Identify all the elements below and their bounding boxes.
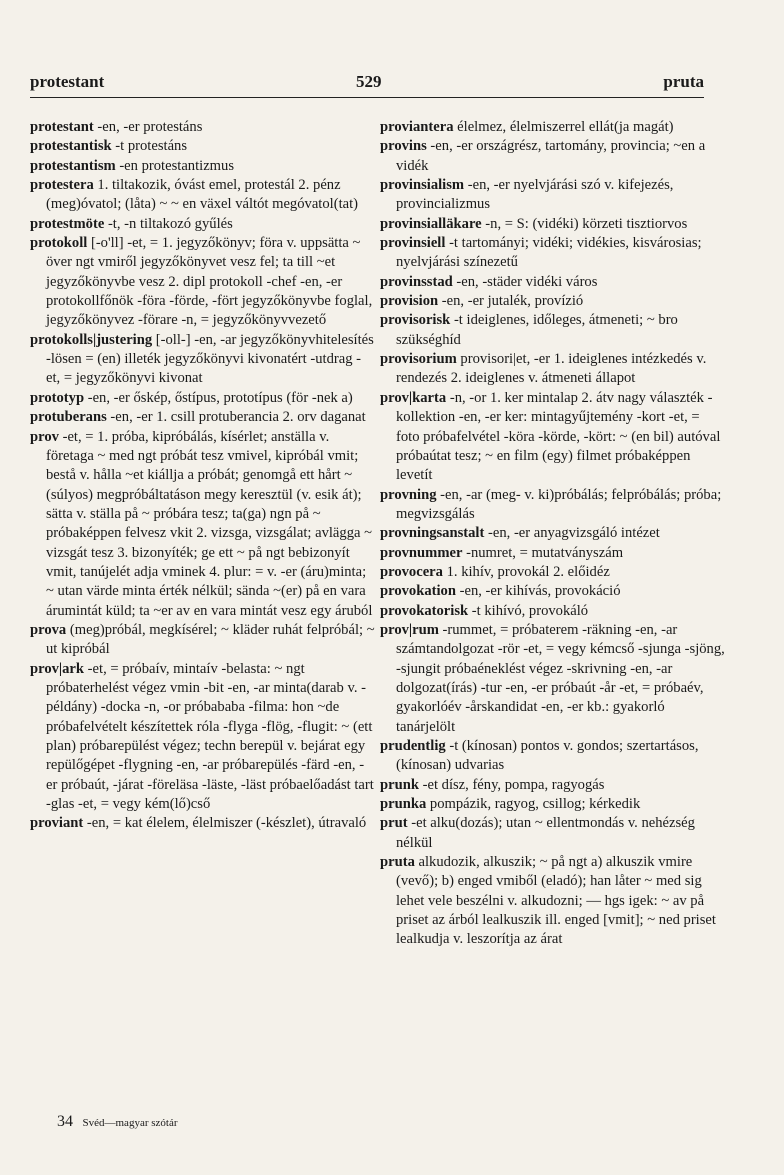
entry-definition: -en, = kat élelem, élelmiszer (-készlet), útravaló [83, 815, 367, 832]
entry-headword: provocera [380, 563, 443, 580]
dictionary-entry [380, 215, 725, 234]
dictionary-entry [380, 486, 725, 525]
entry-definition: -et, = 1. próba, kipróbálás, kísérlet; anställa v. företaga ~ med ngt próbát tesz vmivel, kipróbál vmit; bestå v. hålla ~et kiállja a próbát; genomgå ett hårt ~ (súlyos) megpróbáltatáson megy keresztül (v. esik át); sätta v. ställa på ~ próbára tesz; ta(ga) ngn på ~ próbaképpen felvesz vkit 2. vizsga, vizsgálat; avlägga ~ vizsgát tesz 3. bizonyíték; ge ett ~ på ngt bebizonyít vmit, tanújelét adja vminek 4. plur: = v. -er (áru)minta; ~ utan värde minta érték nélkül; sända ~(er) på en vara árumintát küld; ta ~er av en vara mintát vesz egy áruból [46, 428, 373, 619]
entry-definition: -numret, = mutatványszám [462, 544, 624, 561]
entry-headword: protokolls|justering [30, 331, 153, 348]
entry-headword: protestmöte [30, 215, 105, 232]
dictionary-entry [380, 582, 725, 601]
entry-headword: provningsanstalt [380, 525, 485, 542]
entry-definition: -n, -or 1. ker mintalap 2. átv nagy választék -kollektion -en, -er ker: mintagyűjtemény -kort -et, = foto próbafelvétel -köra -körde, -kört: ~ (en bil) autóval próbaútat tesz; ~ en film (egy) filmet próbaképpen levetít [396, 389, 721, 484]
dictionary-entry [380, 776, 725, 795]
entry-headword: provinsiell [380, 235, 446, 252]
dictionary-entry [380, 292, 725, 311]
entry-definition: 1. tiltakozik, óvást emel, protestál 2. pénz (meg)óvatol; (låta) ~ ~ en växel váltót megóvatol(tat) [46, 177, 359, 213]
entry-definition: -t (kínosan) pontos v. gondos; szertartásos, (kínosan) udvarias [396, 738, 699, 774]
entry-headword: provinsialläkare [380, 215, 482, 232]
entry-headword: provnummer [380, 544, 463, 561]
dictionary-entry [30, 389, 375, 408]
entry-headword: protuberans [30, 409, 107, 426]
entry-headword: provning [380, 486, 437, 503]
dictionary-entry [380, 795, 725, 814]
sheet-number: 34 [57, 1113, 73, 1130]
dictionary-entry [380, 234, 725, 273]
entry-definition: (meg)próbál, megkísérel; ~ kläder ruhát felpróbál; ~ ut kipróbál [46, 621, 375, 658]
entry-definition: élelmez, élelmiszerrel ellát(ja magát) [453, 119, 674, 135]
entry-headword: prova [30, 621, 67, 638]
entry-definition: -et dísz, fény, pompa, ragyogás [418, 776, 605, 793]
dictionary-entry [30, 137, 375, 156]
entry-headword: proviant [30, 815, 84, 832]
dictionary-entry [380, 524, 725, 543]
entry-headword: prunk [380, 776, 419, 793]
entry-definition: -en, -er 1. csill protuberancia 2. orv daganat [106, 409, 366, 426]
dictionary-entry [380, 137, 725, 176]
entry-headword: proviantera [380, 119, 454, 135]
entry-definition: -t ideiglenes, időleges, átmeneti; ~ bro szükséghíd [396, 312, 678, 348]
entry-definition: -en, -er őskép, őstípus, prototípus (för -nek a) [84, 389, 353, 406]
entry-definition: -en, -städer vidéki város [452, 273, 598, 290]
dictionary-entry [30, 176, 375, 215]
dictionary-entry [380, 563, 725, 582]
entry-definition: -t protestáns [111, 138, 188, 155]
entry-headword: protestantism [30, 157, 116, 174]
entry-headword: prov [30, 428, 59, 445]
entry-headword: protestant [30, 119, 94, 135]
entry-definition: -en, -ar (meg- v. ki)próbálás; felpróbálás; próba; megvizsgálás [396, 486, 722, 522]
entry-definition: -rummet, = próbaterem -räkning -en, -ar számtandolgozat -rör -et, = vegy kémcső -sjunga -sjöng, -sjungit próbaéneklést végez -skrivning -en, -ar dolgozat(írás) -tur -en, -er próbaút -år -et, = próbaév, gyakorlóév -årskandidat -en, -er kb.: gyakorló tanárjelölt [396, 621, 725, 735]
entry-headword: provisorisk [380, 312, 451, 329]
entry-definition: -t tartományi; vidéki; vidékies, kisvárosias; nyelvjárási színezetű [396, 235, 702, 271]
dictionary-entry [30, 157, 375, 176]
entry-headword: pruta [380, 854, 415, 871]
entry-headword: prov|karta [380, 389, 447, 406]
dictionary-entry [380, 389, 725, 486]
left-column [30, 118, 375, 834]
entry-definition: provisori|et, -er 1. ideiglenes intézkedés v. rendezés 2. ideiglenes v. átmeneti állapot [396, 351, 707, 387]
entry-definition: -n, = S: (vidéki) körzeti tisztiorvos [481, 215, 688, 232]
page-header [30, 72, 704, 98]
dictionary-entry [380, 273, 725, 292]
entry-definition: -et, = próbaív, mintaív -belasta: ~ ngt próbaterhelést végez vmin -bit -en, -ar minta(darab v. -példány) -docka -n, -or próbababa -filma: hon ~de próbafelvételt készítettek róla -flyga -flög, -flugit: ~ (ett plan) próbarepülést végez; techn berepül v. bejárat egy repülőgépet -flygning -en, -ar próbarepülés -färd -en, -er próbaút, -járat -föreläsa -läste, -läst próbaelőadást tart -glas -et, = vegy kém(lő)cső [46, 660, 374, 813]
entry-headword: prudentlig [380, 738, 446, 754]
entry-headword: prov|rum [380, 621, 439, 638]
dictionary-entry [380, 350, 725, 389]
dictionary-entry [30, 234, 375, 331]
entry-definition: -en, -er protestáns [93, 119, 203, 135]
dictionary-entry [380, 176, 725, 215]
entry-definition: -en, -er jutalék, provízió [438, 293, 584, 310]
entry-definition: -en, -er anyagvizsgáló intézet [484, 525, 660, 542]
dictionary-entry [380, 853, 725, 950]
entry-headword: provokatorisk [380, 602, 469, 619]
page-footer [57, 1113, 178, 1131]
dictionary-entry [380, 814, 725, 853]
entry-headword: prototyp [30, 389, 85, 406]
dictionary-entry [380, 621, 725, 737]
dictionary-entry [380, 311, 725, 350]
entry-definition: pompázik, ragyog, csillog; kérkedik [426, 796, 641, 813]
entry-definition: -en protestantizmus [115, 157, 235, 174]
entry-headword: prov|ark [30, 660, 85, 677]
dictionary-entry [380, 602, 725, 621]
source-title: Svéd—magyar szótár [82, 1117, 178, 1129]
entry-headword: provinsstad [380, 273, 453, 290]
entry-definition: [-oll-] -en, -ar jegyzőkönyvhitelesítés -lösen = (en) illeték jegyzőkönyvi kivonatért -utdrag -et, = jegyzőkönyvi kivonat [46, 331, 374, 387]
page-number: 529 [356, 72, 382, 91]
dictionary-entry [30, 118, 375, 137]
entry-headword: prut [380, 815, 408, 832]
right-column [380, 118, 725, 950]
dictionary-entry [380, 737, 725, 776]
header-rule [30, 97, 704, 98]
dictionary-entry [30, 408, 375, 427]
entry-definition: -t, -n tiltakozó gyűlés [104, 215, 233, 232]
entry-definition: [-o'll] -et, = 1. jegyzőkönyv; föra v. uppsätta ~ över ngt vmiről jegyzőkönyvet vesz fel; ta till ~et jegyzőkönyvbe vesz 2. dipl protokoll -chef -en, -er protokollfőnök -föra -förde, -fört jegyzőkönyvbe foglal, jegyzőkönyvez -förare -n, = jegyzőkönyvvezető [46, 235, 373, 329]
header-left-guide-word: protestant [30, 72, 105, 91]
dictionary-entry [30, 428, 375, 621]
entry-headword: protestantisk [30, 138, 112, 155]
entry-definition: -et alku(dozás); utan ~ ellentmondás v. nehézség nélkül [396, 815, 695, 851]
entry-definition: -en, -er országrész, tartomány, provincia; ~en a vidék [396, 138, 706, 174]
entry-headword: provokation [380, 583, 456, 600]
entry-headword: protokoll [30, 235, 88, 252]
entry-headword: provinsialism [380, 177, 465, 194]
dictionary-entry [380, 544, 725, 563]
dictionary-entry [30, 331, 375, 389]
dictionary-entry [30, 621, 375, 660]
entry-definition: alkudozik, alkuszik; ~ på ngt a) alkuszik vmire (vevő); b) enged vmiből (eladó); han låter ~ med sig lehet vele beszélni v. alkudozni; — hgs igek: ~ av på priset az árból lealkuszik ill. enged [vmit]; ~ ned priset lealkudja v. leszorítja az árat [396, 854, 716, 948]
entry-definition: -en, -er nyelvjárási szó v. kifejezés, provincializmus [396, 177, 674, 213]
entry-headword: protestera [30, 177, 94, 194]
dictionary-entry [30, 814, 375, 833]
dictionary-entry [30, 215, 375, 234]
entry-headword: prunka [380, 796, 427, 813]
entry-headword: provisorium [380, 351, 457, 368]
entry-headword: provision [380, 293, 439, 310]
entry-definition: -t kihívó, provokáló [468, 602, 589, 619]
entry-headword: provins [380, 138, 427, 155]
entry-definition: 1. kihív, provokál 2. előidéz [442, 563, 610, 580]
entry-definition: -en, -er kihívás, provokáció [455, 583, 621, 600]
dictionary-entry [380, 118, 725, 137]
header-right-guide-word: pruta [663, 72, 704, 91]
dictionary-entry [30, 660, 375, 815]
